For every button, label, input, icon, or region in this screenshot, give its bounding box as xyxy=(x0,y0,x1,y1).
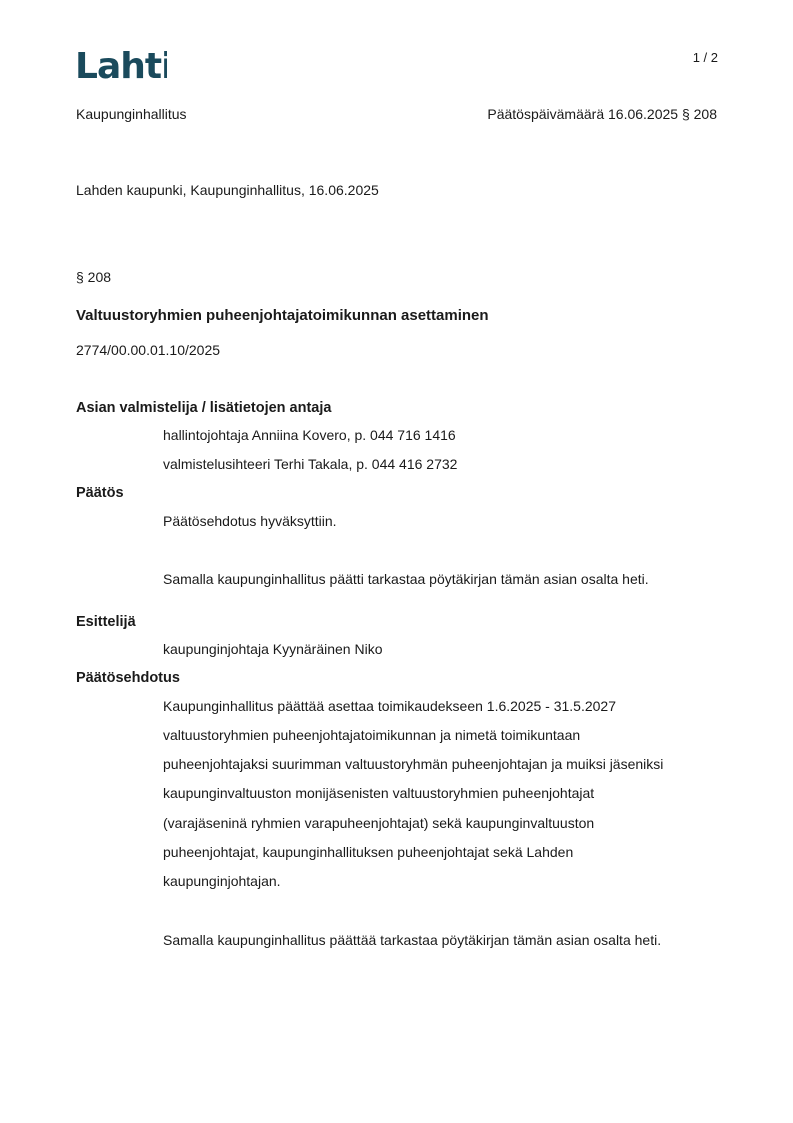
proposal-line: Kaupunginhallitus päättää asettaa toimikaudekseen 1.6.2025 - 31.5.2027 xyxy=(163,698,617,714)
decision-paragraph: Päätösehdotus hyväksyttiin. xyxy=(163,513,337,529)
decision-paragraph: Samalla kaupunginhallitus päätti tarkastaa pöytäkirjan tämän asian osalta heti. xyxy=(163,571,649,587)
proposal-heading: Päätösehdotus xyxy=(76,670,180,686)
page-title: Valtuustoryhmien puheenjohtajatoimikunnan asettaminen xyxy=(76,307,489,324)
page-number: 1 / 2 xyxy=(692,50,718,65)
section-number: § 208 xyxy=(76,269,112,285)
presenter-name: kaupunginjohtaja Kyynäräinen Niko xyxy=(163,641,383,657)
decision-heading: Päätös xyxy=(76,485,124,501)
preparer-heading: Asian valmistelija / lisätietojen antaja xyxy=(76,400,332,416)
presenter-heading: Esittelijä xyxy=(76,614,136,630)
proposal-line: puheenjohtajaksi suurimman valtuustoryhmän puheenjohtajan ja muiksi jäseniksi xyxy=(163,756,664,772)
preparer-person: hallintojohtaja Anniina Kovero, p. 044 716 1416 xyxy=(163,427,456,443)
proposal-closing: Samalla kaupunginhallitus päättää tarkastaa pöytäkirjan tämän asian osalta heti. xyxy=(163,932,662,948)
location-line: Lahden kaupunki, Kaupunginhallitus, 16.06.2025 xyxy=(76,182,379,198)
lahti-logo xyxy=(75,46,167,87)
proposal-line: (varajäseninä ryhmien varapuheenjohtajat) sekä kaupunginvaltuuston xyxy=(163,815,595,831)
proposal-line: valtuustoryhmien puheenjohtajatoimikunnan ja nimetä toimikuntaan xyxy=(163,727,581,743)
proposal-line: kaupunginjohtajan. xyxy=(163,873,281,889)
proposal-line: puheenjohtajat, kaupunginhallituksen puheenjohtajat sekä Lahden xyxy=(163,844,574,860)
header-organ: Kaupunginhallitus xyxy=(76,106,187,122)
preparer-person: valmistelusihteeri Terhi Takala, p. 044 416 2732 xyxy=(163,456,458,472)
diary-number: 2774/00.00.01.10/2025 xyxy=(76,342,221,358)
logo-text: Lahti xyxy=(75,46,167,82)
header-decision-date: Päätöspäivämäärä 16.06.2025 § 208 xyxy=(487,106,717,122)
proposal-line: kaupunginvaltuuston monijäsenisten valtuustoryhmien puheenjohtajat xyxy=(163,785,595,801)
